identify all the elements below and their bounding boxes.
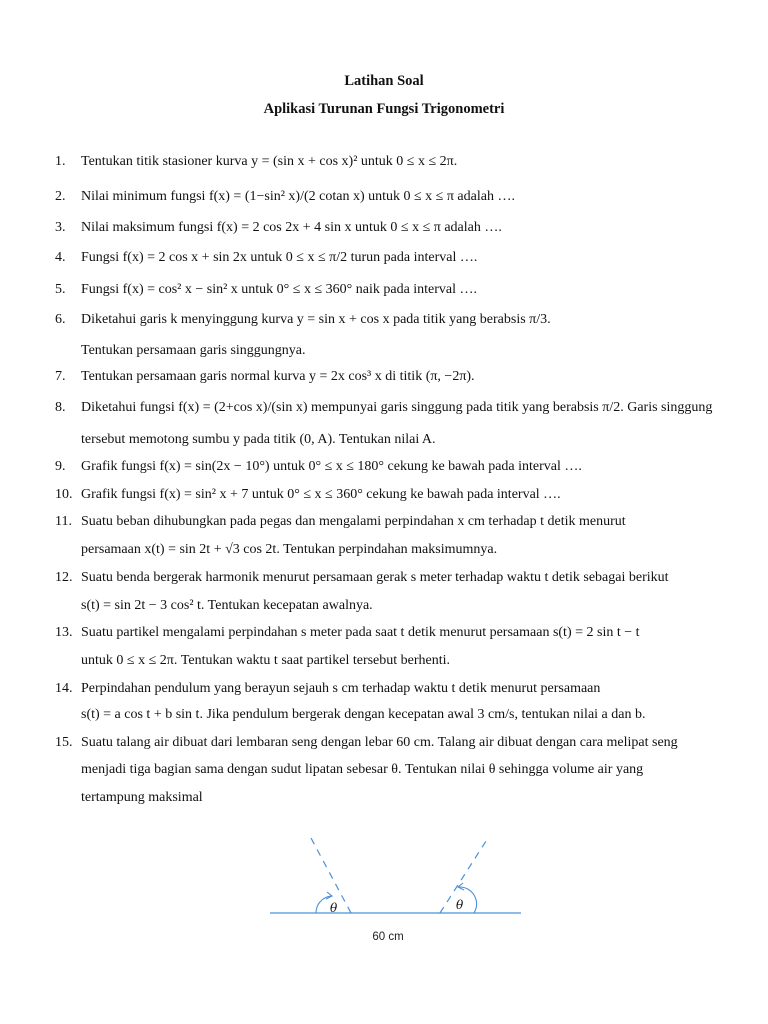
question-number-12: 12.	[55, 570, 73, 585]
question-text-15-line-2: menjadi tiga bagian sama dengan sudut lipatan sebesar θ. Tentukan nilai θ sehingga volume air yang	[81, 762, 644, 777]
question-text-6-line-1: Diketahui garis k menyinggung kurva y = sin x + cos x pada titik yang berabsis π/3.	[81, 312, 551, 327]
question-number-14: 14.	[55, 681, 73, 696]
gutter-right-side-dashed	[440, 838, 488, 913]
question-text-5: Fungsi f(x) = cos² x − sin² x untuk 0° ≤ x ≤ 360° naik pada interval ….	[81, 282, 478, 297]
question-number-9: 9.	[55, 459, 66, 474]
question-text-15-line-1: Suatu talang air dibuat dari lembaran seng dengan lebar 60 cm. Talang air dibuat dengan cara melipat seng	[81, 735, 678, 750]
question-text-7: Tentukan persamaan garis normal kurva y = 2x cos³ x di titik (π, −2π).	[81, 369, 475, 384]
angle-arrow-left	[326, 892, 332, 899]
question-text-13-line-1: Suatu partikel mengalami perpindahan s meter pada saat t detik menurut persamaan s(t) = 2 sin t − t	[81, 625, 640, 640]
theta-label-left: θ	[330, 901, 338, 915]
theta-label-right: θ	[456, 898, 464, 912]
question-number-3: 3.	[55, 220, 66, 235]
question-text-8-line-2: tersebut memotong sumbu y pada titik (0, A). Tentukan nilai A.	[81, 432, 436, 447]
question-number-13: 13.	[55, 625, 73, 640]
question-text-9: Grafik fungsi f(x) = sin(2x − 10°) untuk 0° ≤ x ≤ 180° cekung ke bawah pada interval ….	[81, 459, 582, 474]
question-text-13-line-2: untuk 0 ≤ x ≤ 2π. Tentukan waktu t saat partikel tersebut berhenti.	[81, 653, 451, 668]
question-text-3: Nilai maksimum fungsi f(x) = 2 cos 2x + 4 sin x untuk 0 ≤ x ≤ π adalah ….	[81, 220, 502, 235]
question-number-2: 2.	[55, 189, 66, 204]
question-text-12-line-1: Suatu benda bergerak harmonik menurut persamaan gerak s meter terhadap waktu t detik sebagai berikut	[81, 570, 669, 585]
question-text-4: Fungsi f(x) = 2 cos x + sin 2x untuk 0 ≤ x ≤ π/2 turun pada interval ….	[81, 250, 478, 265]
question-text-11-line-2: persamaan x(t) = sin 2t + √3 cos 2t. Tentukan perpindahan maksimumnya.	[81, 542, 498, 557]
question-text-14-line-2: s(t) = a cos t + b sin t. Jika pendulum bergerak dengan kecepatan awal 3 cm/s, tentukan nilai a dan b.	[81, 707, 646, 722]
gutter-width-label: 60 cm	[372, 931, 404, 943]
question-text-12-line-2: s(t) = sin 2t − 3 cos² t. Tentukan kecepatan awalnya.	[81, 598, 373, 613]
question-number-10: 10.	[55, 487, 73, 502]
question-number-1: 1.	[55, 154, 66, 169]
question-number-6: 6.	[55, 312, 66, 327]
question-text-10: Grafik fungsi f(x) = sin² x + 7 untuk 0° ≤ x ≤ 360° cekung ke bawah pada interval ….	[81, 487, 561, 502]
question-number-11: 11.	[55, 514, 72, 529]
question-number-5: 5.	[55, 282, 66, 297]
document-subtitle: Aplikasi Turunan Fungsi Trigonometri	[263, 101, 505, 117]
question-number-7: 7.	[55, 369, 66, 384]
question-number-4: 4.	[55, 250, 66, 265]
question-text-6-line-2: Tentukan persamaan garis singgungnya.	[81, 343, 306, 358]
question-number-8: 8.	[55, 400, 66, 415]
question-text-15-line-3: tertampung maksimal	[81, 790, 203, 805]
document-title: Latihan Soal	[344, 73, 424, 89]
question-text-14-line-1: Perpindahan pendulum yang berayun sejauh s cm terhadap waktu t detik menurut persamaan	[81, 681, 601, 696]
question-text-2: Nilai minimum fungsi f(x) = (1−sin² x)/(2 cotan x) untuk 0 ≤ x ≤ π adalah ….	[81, 189, 515, 204]
question-number-15: 15.	[55, 735, 73, 750]
question-text-11-line-1: Suatu beban dihubungkan pada pegas dan mengalami perpindahan x cm terhadap t detik menurut	[81, 514, 626, 529]
angle-arc-left	[316, 896, 331, 913]
question-text-8-line-1: Diketahui fungsi f(x) = (2+cos x)/(sin x) mempunyai garis singgung pada titik yang berabsis π/2. Garis singgung	[81, 400, 713, 415]
question-text-1: Tentukan titik stasioner kurva y = (sin x + cos x)² untuk 0 ≤ x ≤ 2π.	[81, 154, 458, 169]
